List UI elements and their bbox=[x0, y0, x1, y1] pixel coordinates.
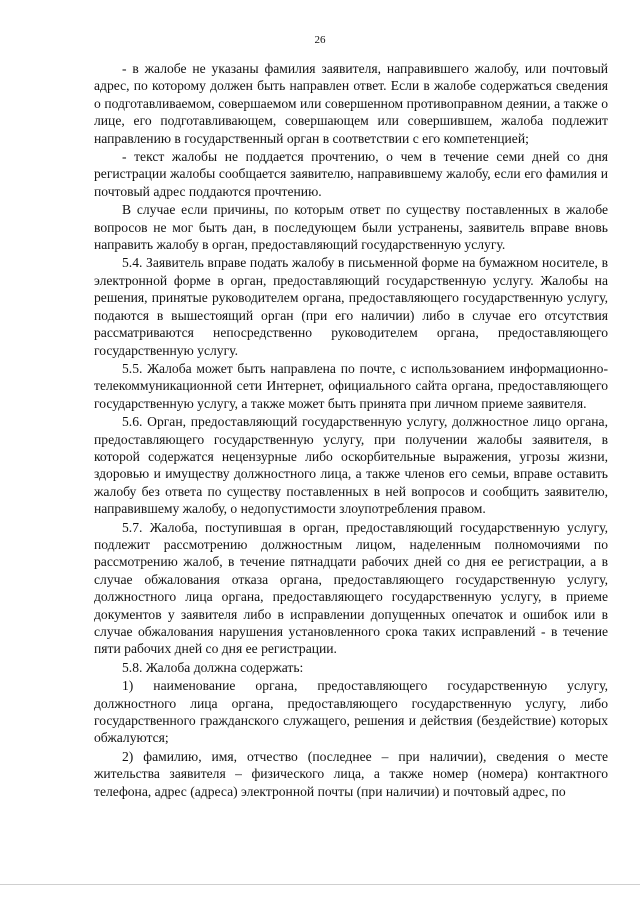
bottom-divider bbox=[0, 884, 640, 885]
paragraph-missing-surname: - в жалобе не указаны фамилия заявителя, направившего жалобу, или почтовый адрес, по которому должен быть направлен ответ. Если в жалобе содержаться сведения о подготавливаемом, совершаемом или совершенном противоправном деянии, а также о лице, его подготавливающем, совершающем или совершившем, жалоба подлежит направлению в государственный орган в соответствии с его компетенцией; bbox=[94, 61, 608, 146]
paragraph-5-8: 5.8. Жалоба должна содержать: bbox=[122, 659, 304, 675]
document-body bbox=[94, 60, 608, 801]
paragraph-5-6: 5.6. Орган, предоставляющий государственную услугу, должностное лицо органа, предоставляющего государственную услугу, при получении жалобы заявителя, в которой содержатся нецензурные либо оскорбительные выражения, угрозы жизни, здоровью и имуществу должностного лица, а также членов его семьи, вправе оставить жалобу без ответа по существу поставленных в ней вопросов и сообщить заявителю, направившему жалобу, о недопустимости злоупотребления правом. bbox=[94, 414, 608, 517]
paragraph-unreadable-text: - текст жалобы не поддается прочтению, о чем в течение семи дней со дня регистрации жалобы сообщается заявителю, направившему жалобу, если его фамилия и почтовый адрес поддаются прочтению. bbox=[94, 149, 608, 199]
paragraph-item-1: 1) наименование органа, предоставляющего государственную услугу, должностного лица органа, предоставляющего государственную услугу, либо государственного гражданского служащего, решения и действия (бездействие) которых обжалуются; bbox=[94, 678, 608, 746]
paragraph-5-5: 5.5. Жалоба может быть направлена по почте, с использованием информационно-телекоммуникационной сети Интернет, официального сайта органа, предоставляющего государственную услугу, а также может быть принята при личном приеме заявителя. bbox=[94, 360, 608, 411]
paragraph-resubmission: В случае если причины, по которым ответ по существу поставленных в жалобе вопросов не мог быть дан, в последующем были устранены, заявитель вправе вновь направить жалобу в орган, предоставляющий государственную услугу. bbox=[94, 202, 608, 253]
paragraph-5-7: 5.7. Жалоба, поступившая в орган, предоставляющий государственную услугу, подлежит рассмотрению должностным лицом, наделенным полномочиями по рассмотрению жалоб, в течение пятнадцати рабочих дней со дня ее регистрации, а в случае обжалования отказа органа, предоставляющего государственную услугу, должностного лица органа, предоставляющего государственную услугу, в приеме документов у заявителя либо в исправлении допущенных опечаток и ошибок или в случае обжалования нарушения установленного срока таких исправлений - в течение пяти рабочих дней со дня ее регистрации. bbox=[94, 519, 608, 657]
page-number: 26 bbox=[314, 34, 326, 46]
paragraph-5-4: 5.4. Заявитель вправе подать жалобу в письменной форме на бумажном носителе, в электронной форме в орган, предоставляющий государственную услугу. Жалобы на решения, принятые руководителем органа, предоставляющего государственную услугу, подаются в вышестоящий орган (при его наличии) либо в случае его отсутствия рассматриваются непосредственно руководителем органа, предоставляющего государственную услугу. bbox=[94, 255, 608, 358]
paragraph-item-2: 2) фамилию, имя, отчество (последнее – при наличии), сведения о месте жительства заявителя – физического лица, а также номер (номера) контактного телефона, адрес (адреса) электронной почты (при наличии) и почтовый адрес, по bbox=[94, 748, 608, 799]
